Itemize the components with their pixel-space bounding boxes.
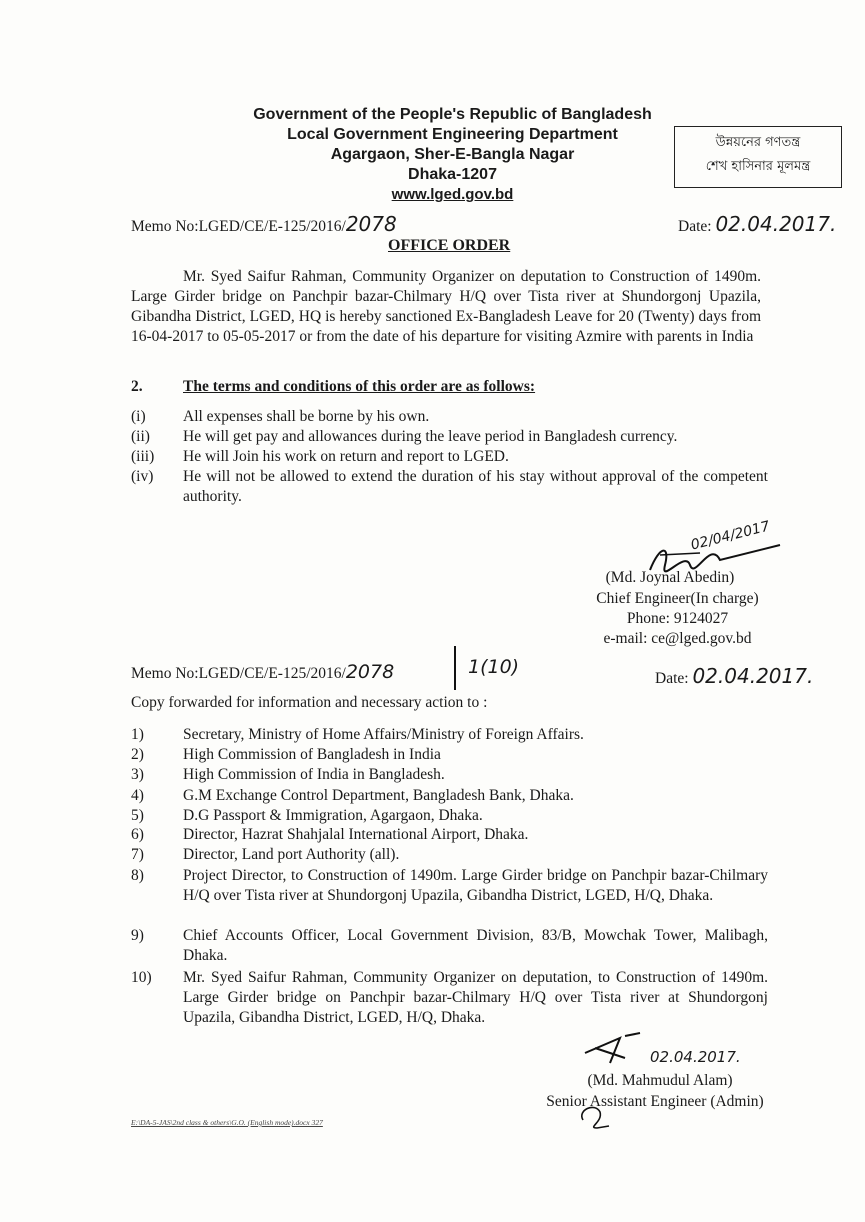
date-handwritten-1: 02.04.2017.	[715, 212, 837, 236]
website-link[interactable]: www.lged.gov.bd	[391, 186, 514, 203]
terms-item-text: He will get pay and allowances during the leave period in Bangladesh currency.	[183, 428, 678, 445]
memo-number-1	[131, 214, 397, 237]
memo-date-1	[678, 214, 836, 237]
date-label-2: Date:	[655, 670, 689, 687]
memo-prefix-2: Memo No:LGED/CE/E-125/2016/	[131, 665, 346, 682]
terms-item-text: He will not be allowed to extend the duration of his stay without approval of the competent authority.	[183, 468, 768, 505]
copy-item-text: High Commission of Bangladesh in India	[183, 746, 441, 763]
signatory-1-email: e-mail: ce@lged.gov.bd	[603, 630, 752, 647]
terms-number: 2.	[131, 378, 143, 395]
header-line-4: Dhaka-1207	[408, 166, 497, 183]
memo-number-2	[131, 662, 394, 684]
initials-mark	[575, 1100, 615, 1132]
copy-item-text: Chief Accounts Officer, Local Government Division, 83/B, Mowchak Tower, Malibagh, Dhaka.	[183, 927, 768, 964]
date-handwritten-2: 02.04.2017.	[692, 664, 814, 688]
office-order-title: OFFICE ORDER	[388, 237, 511, 254]
header-line-1: Government of the People's Republic of Bangladesh	[253, 106, 652, 123]
date-label-1: Date:	[678, 218, 712, 235]
copy-item-num: 3)	[131, 766, 144, 783]
terms-item-num: (ii)	[131, 428, 150, 445]
terms-item-num: (i)	[131, 408, 146, 425]
memo-prefix-1: Memo No:LGED/CE/E-125/2016/	[131, 218, 346, 235]
signature-2	[580, 1028, 660, 1073]
memo-handwritten-number-2: 2078	[345, 661, 395, 683]
signatory-1-phone: Phone: 9124027	[626, 610, 729, 627]
copy-item-text: Project Director, to Construction of 1490m. Large Girder bridge on Panchpir bazar-Chilmary H/Q over Tista river at Shundorgonj Upazila, Gibandha District, LGED, H/Q, Dhaka.	[183, 867, 768, 904]
copy-item-num: 2)	[131, 746, 144, 763]
copy-item-text: G.M Exchange Control Department, Bangladesh Bank, Dhaka.	[183, 787, 574, 804]
copy-item-text: Director, Land port Authority (all).	[183, 846, 400, 863]
signature-2-date: 02.04.2017.	[650, 1048, 741, 1066]
slogan-line-2: শেখ হাসিনার মূলমন্ত্র	[705, 159, 811, 174]
copy-item-text: Mr. Syed Saifur Rahman, Community Organizer on deputation, to Construction of 1490m. Large Girder bridge on Panchpir bazar-Chilmary H/Q over Tista river at Shundorgonj Upazila, Gibandha District, LGED, H/Q, Dhaka.	[183, 969, 768, 1026]
slogan-box	[674, 126, 842, 188]
slogan-line-1: উন্নয়নের গণতন্ত্র	[715, 135, 801, 150]
signatory-2-designation: Senior Assistant Engineer (Admin)	[546, 1093, 764, 1110]
order-paragraph: Mr. Syed Saifur Rahman, Community Organizer on deputation to Construction of 1490m. Large Girder bridge on Panchpir bazar-Chilmary H/Q over Tista river at Shundorgonj Upazila, Gibandha District, LGED, HQ is hereby sanctioned Ex-Bangladesh Leave for 20 (Twenty) days from 16-04-2017 to 05-05-2017 or from the date of his departure for visiting Azmire with parents in India	[131, 268, 761, 345]
terms-heading: The terms and conditions of this order are as follows:	[183, 378, 536, 395]
copy-item-text: High Commission of India in Bangladesh.	[183, 766, 445, 783]
terms-item-num: (iii)	[131, 448, 155, 465]
copy-item-text: D.G Passport & Immigration, Agargaon, Dhaka.	[183, 807, 483, 824]
header-website[interactable]	[200, 185, 705, 205]
signatory-1-name: (Md. Joynal Abedin)	[605, 569, 735, 586]
copy-item-num: 4)	[131, 787, 144, 804]
copy-intro: Copy forwarded for information and necessary action to :	[131, 694, 488, 711]
copy-item-num: 9)	[131, 927, 144, 944]
memo-date-2	[655, 666, 813, 689]
copy-item-num: 10)	[131, 969, 152, 986]
footer-file-path: E:\DA-5-JAS\2nd class & others\G.O. (English mode).docx 327	[131, 1118, 323, 1127]
copy-item-num: 5)	[131, 807, 144, 824]
terms-item-num: (iv)	[131, 468, 154, 485]
copy-item-num: 7)	[131, 846, 144, 863]
memo-handwritten-suffix: 1(10)	[468, 656, 520, 678]
terms-item-text: All expenses shall be borne by his own.	[183, 408, 430, 425]
copy-item-text: Secretary, Ministry of Home Affairs/Ministry of Foreign Affairs.	[183, 726, 584, 743]
header-line-2: Local Government Engineering Department	[287, 126, 618, 143]
memo-handwritten-number-1: 2078	[345, 212, 397, 236]
signatory-2-name: (Md. Mahmudul Alam)	[587, 1072, 733, 1089]
copy-item-num: 1)	[131, 726, 144, 743]
copy-item-num: 8)	[131, 867, 144, 884]
terms-item-text: He will Join his work on return and report to LGED.	[183, 448, 509, 465]
copy-item-num: 6)	[131, 826, 144, 843]
signatory-1-designation: Chief Engineer(In charge)	[596, 590, 759, 607]
copy-item-text: Director, Hazrat Shahjalal International Airport, Dhaka.	[183, 826, 529, 843]
signature-1-date: 02/04/2017	[689, 518, 772, 554]
header-line-3: Agargaon, Sher-E-Bangla Nagar	[330, 146, 575, 163]
handwritten-divider	[454, 646, 456, 690]
